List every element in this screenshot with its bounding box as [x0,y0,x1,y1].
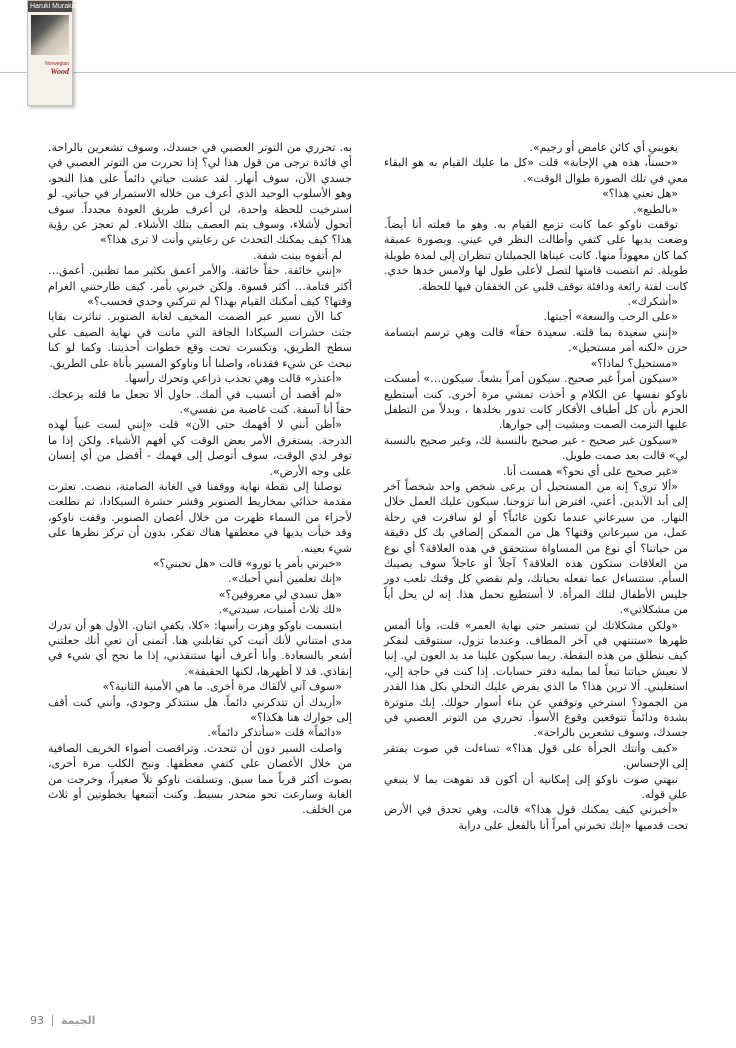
column-left [48,140,352,1000]
article-body [48,140,688,1000]
page-number: 93 [30,1013,44,1027]
paragraph: «حسناً، هذه هي الإجابة» قلت «كل ما عليك القيام به هو البقاء معي في تلك الصورة طوال الوقت». [384,156,688,185]
paragraph: به. تحرري من التوتر العصبي في جسدك، وسوف تشعرين بالراحة. أي فائدة ترجى من قول هذا لي؟ إذا تحررت من التوتر العصبي في جسدي الآن، سوف أنهار. لقد عشت حياتي دائماً على هذا النحو، وهو الأسلوب الوحيد الذي أعرف من خلاله الاستمرار في حياتي. لو استرخيت للحظة واحدة، لن أعرف طريق العودة مجدداً. سوف أتحول لأشلاء، وسوف يتم العصف بتلك الأشلاء. لم تعجز عن رؤية هذا؟ كيف يمكنك التحدث عن رعايتي وأنت لا ترى هذا؟» [48,141,352,247]
paragraph: «لم أقصد أن أتسبب في ألمك. حاول ألا تجعل ما قلته يزعجك. حقاً أنا آسفة. كنت غاضبة من نفسي». [48,387,352,416]
paragraph: توقفت ناوكو عما كانت تزمع القيام به. وهو ما فعلته أنا أيضاً. وضعت يديها على كتفي وأطالت النظر في عيني. وبصورة عميقة كما كان معهوداً منها. كانت عيناها الجميلتان تنظران إلى لمدة طويلة طويلة. ثم انتصبت قامتها لتصل لأعلى طول لها ولامس خدها خدي. كانت لفتة رائعة ودافئة توقف قلبي عن الخفقان فيها للحظة. [384,218,688,293]
paragraph: «على الرحب والسعة» أجبتها. [543,310,678,324]
paragraph: «هل تسدي لي معروفين؟» [218,587,342,601]
paragraph: «ألا ترى؟ إنه من المستحيل أن يرعى شخص واحد شخصاً آخر إلى أبد الآبدين. أعني، افترض أننا تزوجنا. سيكون عليك العمل خلال النهار. من سيرعاني عندما تكون غائباً؟ أو لو سافرت في رحلة عمل، من سيرعاني وقتها؟ هل من الممكن إلصاقي بك كل دقيقة من حياتنا؟ أي نوع من المساواة ستتحقق في هذه العلاقة؟ أي نوع من العلاقات ستكون هذه العلاقة؟ آجلاً أو عاجلاً سوف يصيبك السأم. ستتساءل عما تفعله بحياتك، ولم تقضي كل وقتك تلعب دور جليس الأطفال لتلك المرأة. لا أستطيع تحمل هذا. إنه لن يحل أياً من مشكلاتي». [384,479,688,617]
paragraph: «أعتذر» قالت وهي تجذب ذراعي وتحرك رأسها. [125,372,342,386]
paragraph: «مستحيل؟ لماذا؟» [590,356,678,370]
paragraph: لم أتفوه ببنت شفة. [253,248,342,262]
paragraph: «ولكن مشكلاتك لن تستمر حتى نهاية العمر» قلت، وأنا ألمس ظهرها «ستنتهي في آخر المطاف. وعندما تزول، سنتوقف لنفكر كيف ننطلق من هذه النقطة. ربما سيكون علينا مد يد العون لي. إننا لا نعيش حياتنا تبعاً لما يمليه دفتر حسابات. إذا كنت في حاجة إلي، استغليني. ألا ترين هذا؟ ما الذي يفرض عليك التحلي بكل هذا القدر من الجمود؟ استرخي وتوقفي عن بناء أسوار حولك. إنك متوترة بشدة ودائماً تتوقعين وقوع الأسوأ. تحرري من التوتر العصبي في جسدك، وسوف تشعرين بالراحة». [384,618,688,740]
footer-divider [52,1015,53,1026]
paragraph: «خبرني بأمر يا تورو» قالت «هل تحبني؟» [152,556,342,570]
paragraph: نبهني صوت ناوكو إلى إمكانية أن أكون قد تفوهت بما لا ينبغي علي قوله. [384,772,688,802]
paragraph: واصلت السير دون أن تتحدث. وتراقصت أضواء الخريف الصافية من خلال الأغصان على كتفي معطفها. ونبح الكلب مرة أخرى، بصوت أكثر قرباً مما سبق. وتسلقت ناوكو تلاً صغيراً، وخرجت من الغابة وسارعت نحو منحدر بسيط. وكنت أتتبعها بخطوتين أو ثلاث من الخلف. [48,741,352,817]
book-title: Wood [50,67,69,76]
paragraph: «غير صحيح على أي نحو؟» همست أنا. [503,464,678,478]
book-cover-image [27,0,83,106]
paragraph: «أظن أنني لا أفهمك حتى الآن» قلت «إنني لست غبياً لهذه الدرجة. يستغرق الأمر بعض الوقت كي أفهم الأشياء. ولكن إذا ما توفر لدي الوقت، سوف أتوصل إلى فهمك - أفضل من أي إنسان على وجه الأرض». [48,418,352,478]
paragraph: «إنني سعيدة بما قلته. سعيدة حقاً» قالت وهي ترسم ابتسامة حزن «لكنه أمر مستحيل». [384,325,688,355]
page-footer [30,1008,95,1032]
book-title-small: Norwegian [45,61,69,67]
book-cover-photo [31,15,69,55]
book-author: Haruki Murakami [30,3,83,10]
magazine-name: الجيمة [61,1013,96,1027]
paragraph: كنا الآن نسير عبر الصمت المخيف لغابة الصنوبر. تناثرت بقايا جثث حشرات السيكادا الجافة التي ماتت في نهاية الصيف على سطح الطريق، وتكسرت تحت وقع خطوات أحذيتنا. وكما لو كنا نبحث عن شيء فقدناه، واصلنا أنا وناوكو المسير بأناة على الطريق. [48,310,352,370]
paragraph: توصلنا إلى نقطة نهاية ووقفنا في الغابة الصامتة، ننصت. تعثرت مقدمة حذائي بمخاريط الصنوبر وقشر حشرة السيكادا، ثم تطلعت لأجزاء من السماء ظهرت من خلال أغصان الصنوبر. وقفت ناوكو، وقد خبأت يديها في معطفها هناك تفكر، بدون أن تركز نظرها على شيء بعينه. [48,479,352,555]
column-right [384,140,688,1000]
paragraph: «كيف وأتتك الجرأة على قول هذا؟» تساءلت في صوت يفتقر إلى الإحساس. [384,741,688,771]
paragraph: يغويني أي كائن غامض أو رجيم». [529,141,678,154]
paragraph: ابتسمت ناوكو وهزت رأسها: «كلا، يكفي اثنان. الأول هو أن تدرك مدى امتناني لأنك أتيت كي تقابلني هنا. أتمنى أن تعي أنك جعلتني أشعر بالسعادة. وأنا أعرف أنها ستنقذني، إذا ما نجح أي شيء في إنقاذي. قد لا أظهرها، لكنها الحقيقة». [48,618,352,678]
paragraph: «سيكون غير صحيح - غير صحيح بالنسبة لك، وغير صحيح بالنسبة لي» قالت بعد صمت طويل. [384,433,688,463]
paragraph: «هل تعني هذا؟» [602,187,678,201]
paragraph: «أشكرك». [627,295,678,309]
paragraph: «دائماً» قلت «سأتذكر دائماً». [207,726,342,740]
paragraph: «أريدك أن تتذكرني دائماً. هل ستتذكر وجودي، وأنني كنت أقف إلى جوارك هنا هكذا؟» [48,695,352,725]
paragraph: «لك ثلاث أمنيات، سيدتي». [218,603,342,617]
paragraph: «سيكون أمراً غير صحيح. سيكون أمراً بشعاً. سيكون…» أمسكت ناوكو نفسها عن الكلام و أخذت تمشي مرة أخرى. كنت أستطيع الجزم بأن كل أطياف الأفكار كانت تدور بخلدها ، وبدلاً من التطفل عليها التزمت الصمت ومشيت إلى جوارها. [384,372,688,432]
paragraph: «إنك تعلمين أنني أحبك». [228,572,342,586]
paragraph: «أخبرني كيف يمكنك قول هذا؟» قالت، وهي تحدق في الأرض تحت قدميها «إنك تخبرني أمراً أنا بالفعل على دراية [384,803,688,832]
paragraph: «إنني خائفة. حقاً خائفة. والأمر أعمق بكثير مما تظنين. أعمق… أكثر قتامة… أكثر قسوة. ولكن خبرني بأمر. كيف طارحتني الغرام وقتها؟ كيف أمكنك القيام بهذا؟ لم تتركني وحدي فحسب؟» [48,264,352,309]
paragraph: «بالطبع». [633,202,678,216]
top-rule [0,72,736,73]
paragraph: «سوف آتي لألقاك مرة أخرى. ما هي الأمنية الثانية؟» [102,680,342,694]
